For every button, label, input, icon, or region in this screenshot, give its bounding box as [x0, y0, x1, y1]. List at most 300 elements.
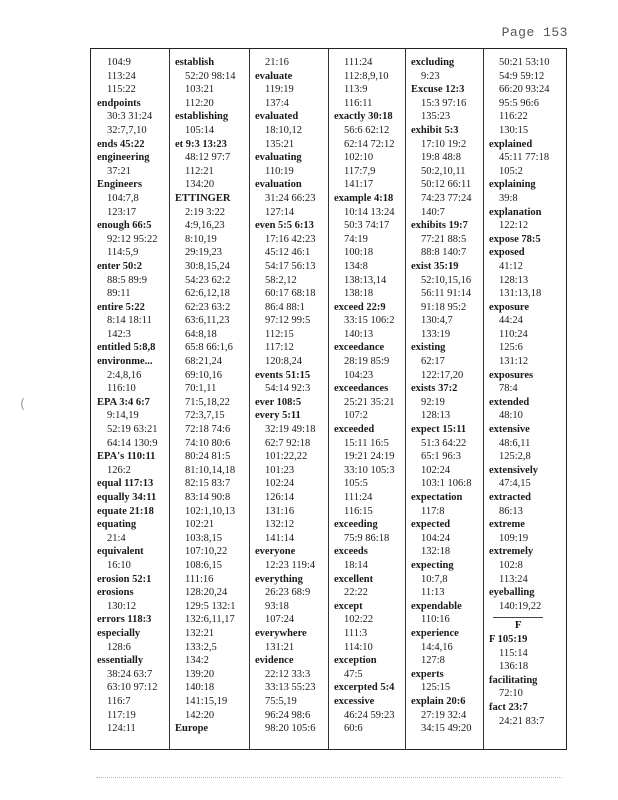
page-reference: 8:14 18:11 [107, 315, 152, 327]
page-reference: 141:17 [344, 179, 374, 191]
page-reference: 15:11 16:5 [344, 437, 389, 449]
page-reference: 91:18 95:2 [421, 301, 467, 313]
page-reference: 10:14 13:24 [344, 206, 395, 218]
index-term: especially [97, 627, 141, 639]
index-term: extensively [489, 464, 538, 476]
page-reference: 110:16 [421, 614, 450, 626]
page-reference: 65:1 96:3 [421, 451, 461, 463]
page-reference: 21:4 [107, 532, 126, 544]
page-reference: 62:6,12,18 [185, 288, 230, 300]
page-reference: 102:10 [344, 152, 374, 164]
page-reference: 105:5 [344, 478, 368, 490]
page-reference: 8:10,19 [185, 233, 217, 245]
page-reference: 82:15 83:7 [185, 478, 231, 490]
page-reference: 62:14 72:12 [344, 138, 395, 150]
page-reference: 102:24 [421, 464, 451, 476]
index-term: exceeding [334, 519, 378, 531]
page-reference: 48:12 97:7 [185, 152, 231, 164]
index-term: even 5:5 6:13 [255, 220, 314, 232]
page-reference: 46:24 59:23 [344, 709, 395, 721]
page-reference: 122:12 [499, 220, 529, 232]
page-reference: 50:21 53:10 [499, 57, 550, 68]
section-letter: F [493, 617, 543, 633]
index-term: exist 35:19 [411, 260, 459, 272]
page-reference: 135:23 [421, 111, 451, 123]
page-reference: 113:24 [107, 70, 136, 82]
page-reference: 104:24 [421, 532, 451, 544]
index-term: experience [411, 627, 459, 639]
page-reference: 75:5,19 [265, 695, 297, 707]
page-reference: 132:6,11,17 [185, 614, 235, 626]
index-term: exceedances [334, 383, 389, 395]
index-term: excessive [334, 695, 375, 707]
page-reference: 22:12 33:3 [265, 668, 311, 680]
page-reference: 139:20 [185, 668, 215, 680]
page-reference: 47:4,15 [499, 478, 531, 490]
page-reference: 127:14 [265, 206, 295, 218]
index-term: ETTINGER [175, 192, 231, 204]
page-reference: 30:3 31:24 [107, 111, 153, 123]
page-reference: 77:21 88:5 [421, 233, 467, 245]
page-reference: 12:23 119:4 [265, 559, 316, 571]
index-term: equating [97, 519, 137, 531]
page-reference: 138:18 [344, 288, 374, 300]
page-reference: 102:24 [265, 478, 295, 490]
index-term: eyeballing [489, 587, 535, 599]
index-term: exceed 22:9 [334, 301, 386, 313]
page-reference: 130:4,7 [421, 315, 453, 327]
page-reference: 131:16 [265, 505, 295, 517]
index-term: establishing [175, 111, 229, 123]
page-reference: 114:10 [344, 641, 373, 653]
index-term: equally 34:11 [97, 492, 157, 503]
page-reference: 102:1,10,13 [185, 505, 236, 517]
index-term: extensive [489, 424, 530, 436]
page-reference: 2:19 3:22 [185, 206, 225, 218]
page-reference: 115:14 [499, 647, 528, 659]
page-reference: 109:19 [499, 532, 529, 544]
page-reference: 28:19 85:9 [344, 356, 390, 368]
page-reference: 60:17 68:18 [265, 288, 316, 300]
page-reference: 31:24 66:23 [265, 192, 316, 204]
page-reference: 116:22 [499, 111, 528, 123]
index-term: exposures [489, 369, 534, 381]
page-reference: 37:21 [107, 165, 131, 177]
page-reference: 92:12 95:22 [107, 233, 158, 245]
index-column-5 [409, 56, 471, 736]
index-term: EPA 3:4 6:7 [97, 396, 150, 408]
page-reference: 105:2 [499, 165, 523, 177]
page-reference: 51:3 64:22 [421, 437, 467, 449]
index-term: endpoints [97, 97, 141, 109]
page-reference: 56:11 91:14 [421, 288, 472, 300]
index-term: entire 5:22 [97, 301, 145, 313]
page-reference: 113:24 [499, 573, 528, 585]
page-reference: 14:4,16 [421, 641, 453, 653]
page-reference: 101:23 [265, 464, 295, 476]
page-reference: 52:10,15,16 [421, 274, 472, 286]
page-reference: 32:7,7,10 [107, 124, 147, 136]
index-term: everywhere [255, 627, 307, 639]
page-reference: 10:7,8 [421, 573, 448, 585]
index-term: erosions [97, 587, 134, 599]
index-term: exceeds [334, 546, 368, 558]
index-term: essentially [97, 655, 144, 667]
page-reference: 110:24 [499, 328, 528, 340]
page-reference: 17:10 19:2 [421, 138, 467, 150]
page-reference: 125:15 [421, 682, 451, 694]
page-reference: 33:13 55:23 [265, 682, 316, 694]
page-reference: 111:3 [344, 627, 368, 639]
page-reference: 111:24 [344, 57, 373, 68]
index-term: existing [411, 342, 446, 354]
index-term: environme... [97, 356, 153, 368]
page-reference: 72:10 [499, 688, 523, 700]
page-reference: 50:12 66:11 [421, 179, 472, 191]
page-reference: 66:20 93:24 [499, 84, 550, 96]
index-term: experts [411, 668, 444, 680]
page-reference: 22:22 [344, 587, 368, 599]
margin-mark: ( [20, 397, 26, 412]
page-reference: 135:21 [265, 138, 295, 150]
page-reference: 74:10 80:6 [185, 437, 231, 449]
page-reference: 62:7 92:18 [265, 437, 311, 449]
page-reference: 105:14 [185, 124, 215, 136]
bottom-rule [96, 777, 562, 778]
page-reference: 92:19 [421, 396, 445, 408]
index-term: exposed [489, 247, 525, 259]
page-reference: 96:24 98:6 [265, 709, 311, 721]
index-term: excerpted 5:4 [334, 682, 395, 694]
page-reference: 131:21 [265, 641, 295, 653]
index-term: except [334, 600, 363, 612]
page-reference: 125:2,8 [499, 451, 531, 463]
page-reference: 18:14 [344, 559, 368, 571]
column-divider [405, 49, 406, 749]
page-reference: 68:21,24 [185, 356, 223, 368]
index-term: expendable [411, 600, 462, 612]
page-reference: 104:23 [344, 369, 374, 381]
index-term: enter 50:2 [97, 260, 142, 272]
page-reference: 33:15 106:2 [344, 315, 395, 327]
index-column-2 [173, 56, 235, 736]
page-reference: 107:10,22 [185, 546, 228, 558]
page-reference: 119:19 [265, 84, 294, 96]
index-term: ends 45:22 [97, 138, 145, 150]
index-term: erosion 52:1 [97, 573, 152, 585]
index-term: entitled 5:8,8 [97, 342, 156, 354]
page-reference: 88:5 89:9 [107, 274, 147, 286]
page-reference: 50:3 74:17 [344, 220, 390, 232]
page-reference: 63:6,11,23 [185, 315, 230, 327]
index-term: extended [489, 396, 530, 408]
page-reference: 112:21 [185, 165, 214, 177]
page-reference: 26:23 68:9 [265, 587, 311, 599]
page-reference: 72:3,7,15 [185, 410, 225, 422]
page-reference: 125:6 [499, 342, 523, 354]
page-reference: 116:11 [344, 97, 373, 109]
index-term: exceedance [334, 342, 385, 354]
page-reference: 122:17,20 [421, 369, 464, 381]
page-reference: 117:12 [265, 342, 294, 354]
page-reference: 63:10 97:12 [107, 682, 158, 694]
page-reference: 52:19 63:21 [107, 424, 158, 436]
index-term: exposure [489, 301, 530, 313]
page-reference: 83:14 90:8 [185, 492, 231, 503]
page-reference: 19:21 24:19 [344, 451, 395, 463]
index-term: expose 78:5 [489, 233, 541, 245]
page-reference: 64:8,18 [185, 328, 217, 340]
page-reference: 137:4 [265, 97, 289, 109]
page-reference: 124:11 [107, 723, 136, 735]
page-reference: 117:8 [421, 505, 445, 517]
index-frame [90, 48, 567, 750]
page-reference: 2:4,8,16 [107, 369, 142, 381]
page-reference: 54:23 62:2 [185, 274, 231, 286]
page-reference: 132:12 [265, 519, 295, 531]
page-reference: 30:8,15,24 [185, 260, 230, 272]
index-term: everything [255, 573, 303, 585]
page-reference: 32:19 49:18 [265, 424, 316, 436]
page-reference: 71:5,18,22 [185, 396, 230, 408]
index-column-4 [332, 56, 394, 736]
index-term: expectation [411, 492, 463, 503]
index-term: exactly 30:18 [334, 111, 393, 123]
page-reference: 104:7,8 [107, 192, 139, 204]
index-term: Europe [175, 723, 209, 735]
page-reference: 108:6,15 [185, 559, 223, 571]
page-reference: 140:13 [344, 328, 374, 340]
index-term: evaluate [255, 70, 293, 82]
page-reference: 101:22,22 [265, 451, 308, 463]
page-reference: 113:9 [344, 84, 368, 96]
index-term: excluding [411, 57, 455, 68]
page-reference: 102:21 [185, 519, 215, 531]
column-divider [328, 49, 329, 749]
index-term: facilitating [489, 674, 538, 686]
page-reference: 88:8 140:7 [421, 247, 467, 259]
page-reference: 107:24 [265, 614, 295, 626]
index-term: evaluating [255, 152, 302, 164]
page-reference: 130:15 [499, 124, 529, 136]
page-reference: 123:17 [107, 206, 137, 218]
page-reference: 103:21 [185, 84, 215, 96]
page-reference: 54:17 56:13 [265, 260, 316, 272]
index-term: evaluation [255, 179, 302, 191]
index-term: enough 66:5 [97, 220, 152, 232]
index-term: Engineers [97, 179, 142, 191]
page-reference: 27:19 32:4 [421, 709, 467, 721]
page-reference: 103:1 106:8 [421, 478, 472, 490]
index-term: EPA's 110:11 [97, 451, 156, 463]
page-reference: 142:3 [107, 328, 131, 340]
page-reference: 97:12 99:5 [265, 315, 311, 327]
index-column-1 [95, 56, 157, 736]
page-reference: 142:20 [185, 709, 215, 721]
index-term: explaining [489, 179, 536, 191]
page-reference: 16:10 [107, 559, 131, 571]
page-reference: 54:14 92:3 [265, 383, 311, 395]
page-reference: 18:10,12 [265, 124, 303, 136]
index-term: exists 37:2 [411, 383, 458, 395]
page-number: Page 153 [501, 25, 568, 40]
page-reference: 112:8,9,10 [344, 70, 389, 82]
page-reference: 117:7,9 [344, 165, 376, 177]
page-reference: 60:6 [344, 723, 363, 735]
page-reference: 120:8,24 [265, 356, 303, 368]
index-term: extracted [489, 492, 531, 503]
index-term: explanation [489, 206, 542, 218]
page-reference: 93:18 [265, 600, 289, 612]
index-term: every 5:11 [255, 410, 301, 422]
index-term: ever 108:5 [255, 396, 302, 408]
index-term: Excuse 12:3 [411, 84, 465, 96]
page-reference: 41:12 [499, 260, 523, 272]
page-reference: 39:8 [499, 192, 518, 204]
page-reference: 70:1,11 [185, 383, 217, 395]
index-column-3 [253, 56, 315, 736]
page-reference: 134:20 [185, 179, 215, 191]
index-term: equal 117:13 [97, 478, 154, 490]
column-divider [169, 49, 170, 749]
index-term: equivalent [97, 546, 144, 558]
page-reference: 25:21 35:21 [344, 396, 395, 408]
index-term: events 51:15 [255, 369, 311, 381]
index-term: exceeded [334, 424, 375, 436]
page-reference: 45:12 46:1 [265, 247, 311, 259]
page-reference: 50:2,10,11 [421, 165, 466, 177]
page-reference: 78:4 [499, 383, 518, 395]
page-reference: 115:22 [107, 84, 136, 96]
page-reference: 129:5 132:1 [185, 600, 236, 612]
column-divider [483, 49, 484, 749]
index-term: extreme [489, 519, 525, 531]
page-reference: 74:19 [344, 233, 368, 245]
page-reference: 130:12 [107, 600, 137, 612]
page-reference: 69:10,16 [185, 369, 223, 381]
index-term: et 9:3 13:23 [175, 138, 227, 150]
page-reference: 81:10,14,18 [185, 464, 236, 476]
index-term: equate 21:18 [97, 505, 154, 517]
page-reference: 48:10 [499, 410, 523, 422]
index-term: engineering [97, 152, 150, 164]
index-column-6 [487, 56, 549, 728]
page-reference: 114:5,9 [107, 247, 139, 259]
index-term: exception [334, 655, 377, 667]
page-reference: 140:7 [421, 206, 445, 218]
page-reference: 62:17 [421, 356, 445, 368]
page-reference: 54:9 59:12 [499, 70, 545, 82]
page-reference: 132:18 [421, 546, 451, 558]
page-reference: 131:12 [499, 356, 529, 368]
page-reference: 134:2 [185, 655, 209, 667]
index-term: expected [411, 519, 451, 531]
page-reference: 117:19 [107, 709, 136, 721]
page-reference: 141:14 [265, 532, 295, 544]
page-reference: 134:8 [344, 260, 368, 272]
index-term: evaluated [255, 111, 299, 123]
page-reference: 112:20 [185, 97, 214, 109]
page-reference: 127:8 [421, 655, 445, 667]
index-term: errors 118:3 [97, 614, 152, 626]
index-term: excellent [334, 573, 374, 585]
page-reference: 116:10 [107, 383, 136, 395]
page-reference: 45:11 77:18 [499, 152, 550, 164]
page-reference: 4:9,16,23 [185, 220, 225, 232]
page-reference: 140:19,22 [499, 600, 542, 612]
page-reference: 58:2,12 [265, 274, 297, 286]
page-reference: 116:15 [344, 505, 373, 517]
page-reference: 100:18 [344, 247, 374, 259]
page-reference: 102:8 [499, 559, 523, 571]
page-reference: 89:11 [107, 288, 131, 300]
index-term: evidence [255, 655, 294, 667]
page-reference: 17:16 42:23 [265, 233, 316, 245]
page-reference: 72:18 74:6 [185, 424, 231, 436]
page-reference: 75:9 86:18 [344, 532, 390, 544]
index-term: expect 15:11 [411, 424, 467, 436]
index-term: expecting [411, 559, 454, 571]
page-reference: 126:2 [107, 464, 131, 476]
index-term: example 4:18 [334, 192, 394, 204]
index-term: extremely [489, 546, 534, 558]
page-reference: 111:24 [344, 492, 373, 503]
index-term: fact 23:7 [489, 701, 528, 713]
page-reference: 24:21 83:7 [499, 715, 545, 727]
page-reference: 86:13 [499, 505, 523, 517]
page-reference: 110:19 [265, 165, 294, 177]
page-reference: 86:4 88:1 [265, 301, 305, 313]
page-reference: 44:24 [499, 315, 523, 327]
page-reference: 104:9 [107, 57, 131, 68]
index-term: everyone [255, 546, 296, 558]
page-reference: 138:13,14 [344, 274, 387, 286]
index-term: exhibit 5:3 [411, 124, 459, 136]
page-reference: 62:23 63:2 [185, 301, 231, 313]
page-reference: 74:23 77:24 [421, 192, 472, 204]
index-term: F 105:19 [489, 633, 528, 645]
page-reference: 38:24 63:7 [107, 668, 153, 680]
page-reference: 29:19,23 [185, 247, 223, 259]
page-reference: 133:19 [421, 328, 451, 340]
page-reference: 21:16 [265, 57, 289, 68]
page-reference: 64:14 130:9 [107, 437, 158, 449]
page-reference: 116:7 [107, 695, 131, 707]
page-reference: 34:15 49:20 [421, 723, 472, 735]
page-reference: 111:16 [185, 573, 214, 585]
page-reference: 128:13 [499, 274, 529, 286]
page-reference: 19:8 48:8 [421, 152, 461, 164]
page-reference: 126:14 [265, 492, 295, 503]
page-reference: 47:5 [344, 668, 363, 680]
page-reference: 102:22 [344, 614, 374, 626]
page-reference: 52:20 98:14 [185, 70, 236, 82]
page-reference: 65:8 66:1,6 [185, 342, 233, 354]
page-reference: 128:6 [107, 641, 131, 653]
page-reference: 140:18 [185, 682, 215, 694]
page-reference: 33:10 105:3 [344, 464, 395, 476]
index-term: explain 20:6 [411, 695, 466, 707]
page-reference: 11:13 [421, 587, 445, 599]
page-reference: 56:6 62:12 [344, 124, 390, 136]
page-reference: 112:15 [265, 328, 294, 340]
page-reference: 48:6,11 [499, 437, 531, 449]
page-reference: 98:20 105:6 [265, 723, 316, 735]
page-reference: 95:5 96:6 [499, 97, 539, 109]
page-reference: 15:3 97:16 [421, 97, 467, 109]
page-reference: 132:21 [185, 627, 215, 639]
page-reference: 131:13,18 [499, 288, 542, 300]
